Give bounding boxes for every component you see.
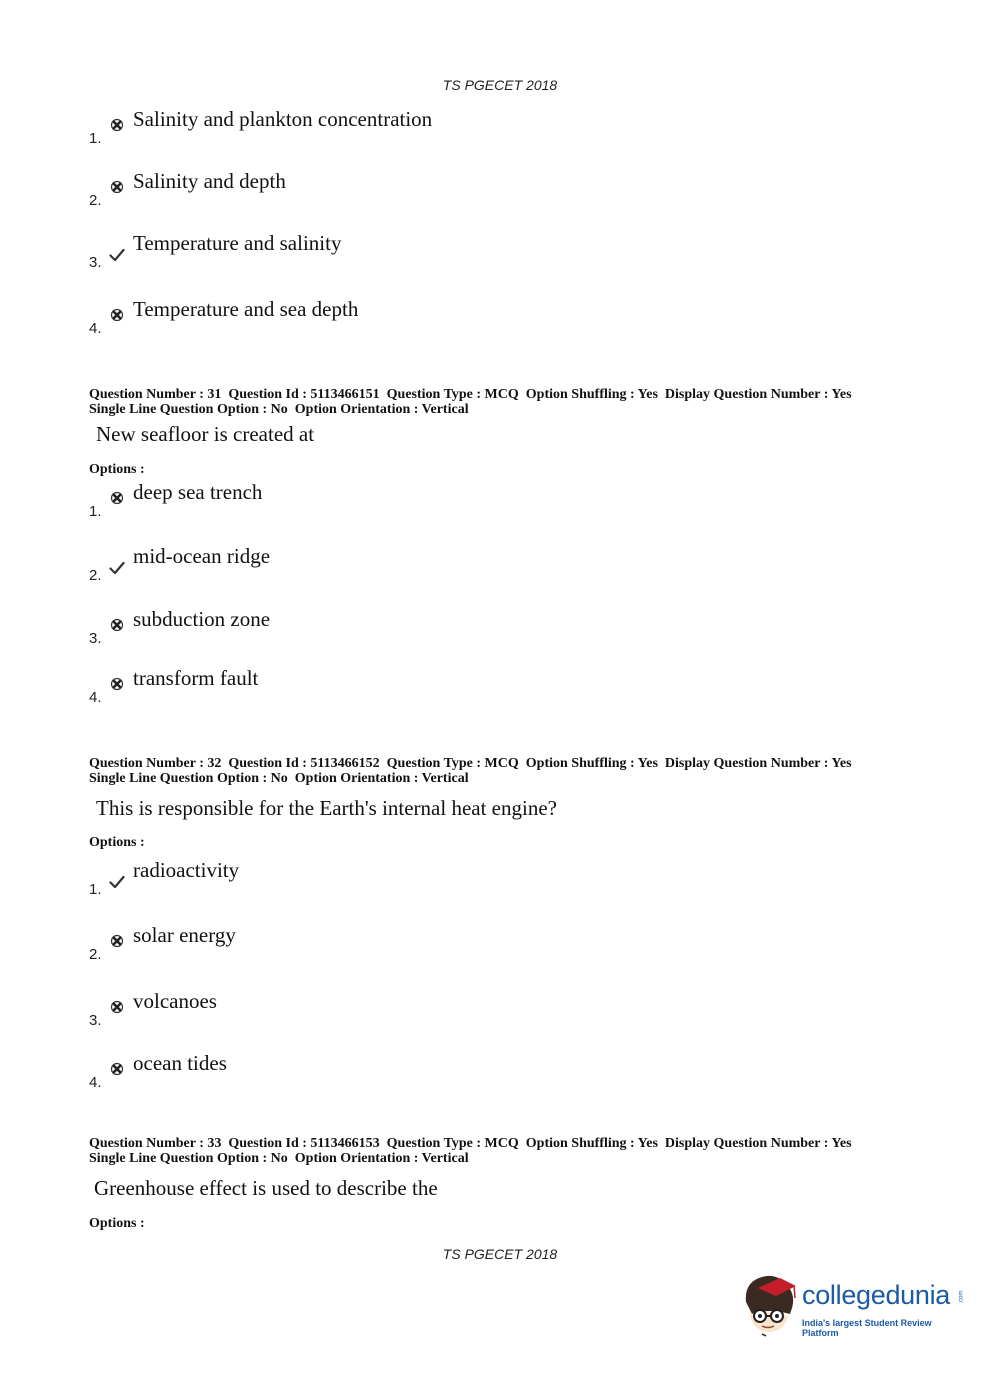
option-number: 4. <box>89 689 102 706</box>
cross-icon <box>109 999 125 1015</box>
option-number: 3. <box>89 630 102 647</box>
logo-wordmark: collegedunia <box>802 1280 951 1310</box>
question-id: Question Id : 5113466151 <box>228 387 380 402</box>
q31-metadata <box>89 387 909 417</box>
check-icon <box>109 560 125 576</box>
page-footer-title: TS PGECET 2018 <box>442 1246 558 1262</box>
q31-options-label: Options : <box>89 462 145 477</box>
option-orientation: Option Orientation : Vertical <box>294 402 469 417</box>
option-number: 2. <box>89 946 102 963</box>
question-type: Question Type : MCQ <box>386 387 519 402</box>
check-icon <box>109 247 125 263</box>
question-type: Question Type : MCQ <box>386 1136 519 1151</box>
q32-question-text: This is responsible for the Earth's internal heat engine? <box>96 796 557 820</box>
option-text: volcanoes <box>133 989 217 1013</box>
option-number: 3. <box>89 1012 102 1029</box>
logo-tagline: India's largest Student Review Platform <box>802 1318 932 1338</box>
option-text: Salinity and plankton concentration <box>133 107 433 131</box>
option-number: 3. <box>89 254 102 271</box>
option-text: transform fault <box>133 666 259 690</box>
cross-icon <box>109 307 125 323</box>
logo-suffix: .com <box>958 1290 965 1304</box>
question-type: Question Type : MCQ <box>386 756 519 771</box>
option-number: 1. <box>89 503 102 520</box>
option-number: 4. <box>89 1074 102 1091</box>
q32-metadata <box>89 756 909 786</box>
display-question-number: Display Question Number : Yes <box>664 756 852 771</box>
option-text: mid-ocean ridge <box>133 544 271 568</box>
cross-icon <box>109 933 125 949</box>
single-line-option: Single Line Question Option : No <box>89 402 288 417</box>
option-text: solar energy <box>133 923 236 947</box>
option-text: radioactivity <box>133 858 240 882</box>
mascot-icon <box>740 1268 802 1338</box>
option-text: Temperature and salinity <box>133 231 342 255</box>
option-shuffling: Option Shuffling : Yes <box>525 387 658 402</box>
display-question-number: Display Question Number : Yes <box>664 387 852 402</box>
cross-icon <box>109 1061 125 1077</box>
option-number: 2. <box>89 567 102 584</box>
option-number: 2. <box>89 192 102 209</box>
collegedunia-logo <box>740 1268 970 1340</box>
display-question-number: Display Question Number : Yes <box>664 1136 852 1151</box>
cross-icon <box>109 179 125 195</box>
option-number: 1. <box>89 881 102 898</box>
option-text: Salinity and depth <box>133 169 286 193</box>
question-number: Question Number : 32 <box>89 756 222 771</box>
option-text: Temperature and sea depth <box>133 297 359 321</box>
q33-options-label: Options : <box>89 1216 145 1231</box>
question-id: Question Id : 5113466153 <box>228 1136 380 1151</box>
q33-metadata <box>89 1136 909 1166</box>
question-id: Question Id : 5113466152 <box>228 756 380 771</box>
option-text: subduction zone <box>133 607 271 631</box>
cross-icon <box>109 617 125 633</box>
option-orientation: Option Orientation : Vertical <box>294 1151 469 1166</box>
q32-options-label: Options : <box>89 835 145 850</box>
option-number: 1. <box>89 130 102 147</box>
question-number: Question Number : 33 <box>89 1136 222 1151</box>
option-shuffling: Option Shuffling : Yes <box>525 756 658 771</box>
option-shuffling: Option Shuffling : Yes <box>525 1136 658 1151</box>
cross-icon <box>109 117 125 133</box>
option-text: ocean tides <box>133 1051 227 1075</box>
single-line-option: Single Line Question Option : No <box>89 1151 288 1166</box>
option-text: deep sea trench <box>133 480 263 504</box>
check-icon <box>109 874 125 890</box>
cross-icon <box>109 490 125 506</box>
question-number: Question Number : 31 <box>89 387 222 402</box>
single-line-option: Single Line Question Option : No <box>89 771 288 786</box>
page-header-title: TS PGECET 2018 <box>442 77 558 93</box>
option-number: 4. <box>89 320 102 337</box>
option-orientation: Option Orientation : Vertical <box>294 771 469 786</box>
cross-icon <box>109 676 125 692</box>
q33-question-text: Greenhouse effect is used to describe the <box>94 1176 438 1200</box>
q31-question-text: New seafloor is created at <box>96 422 315 446</box>
